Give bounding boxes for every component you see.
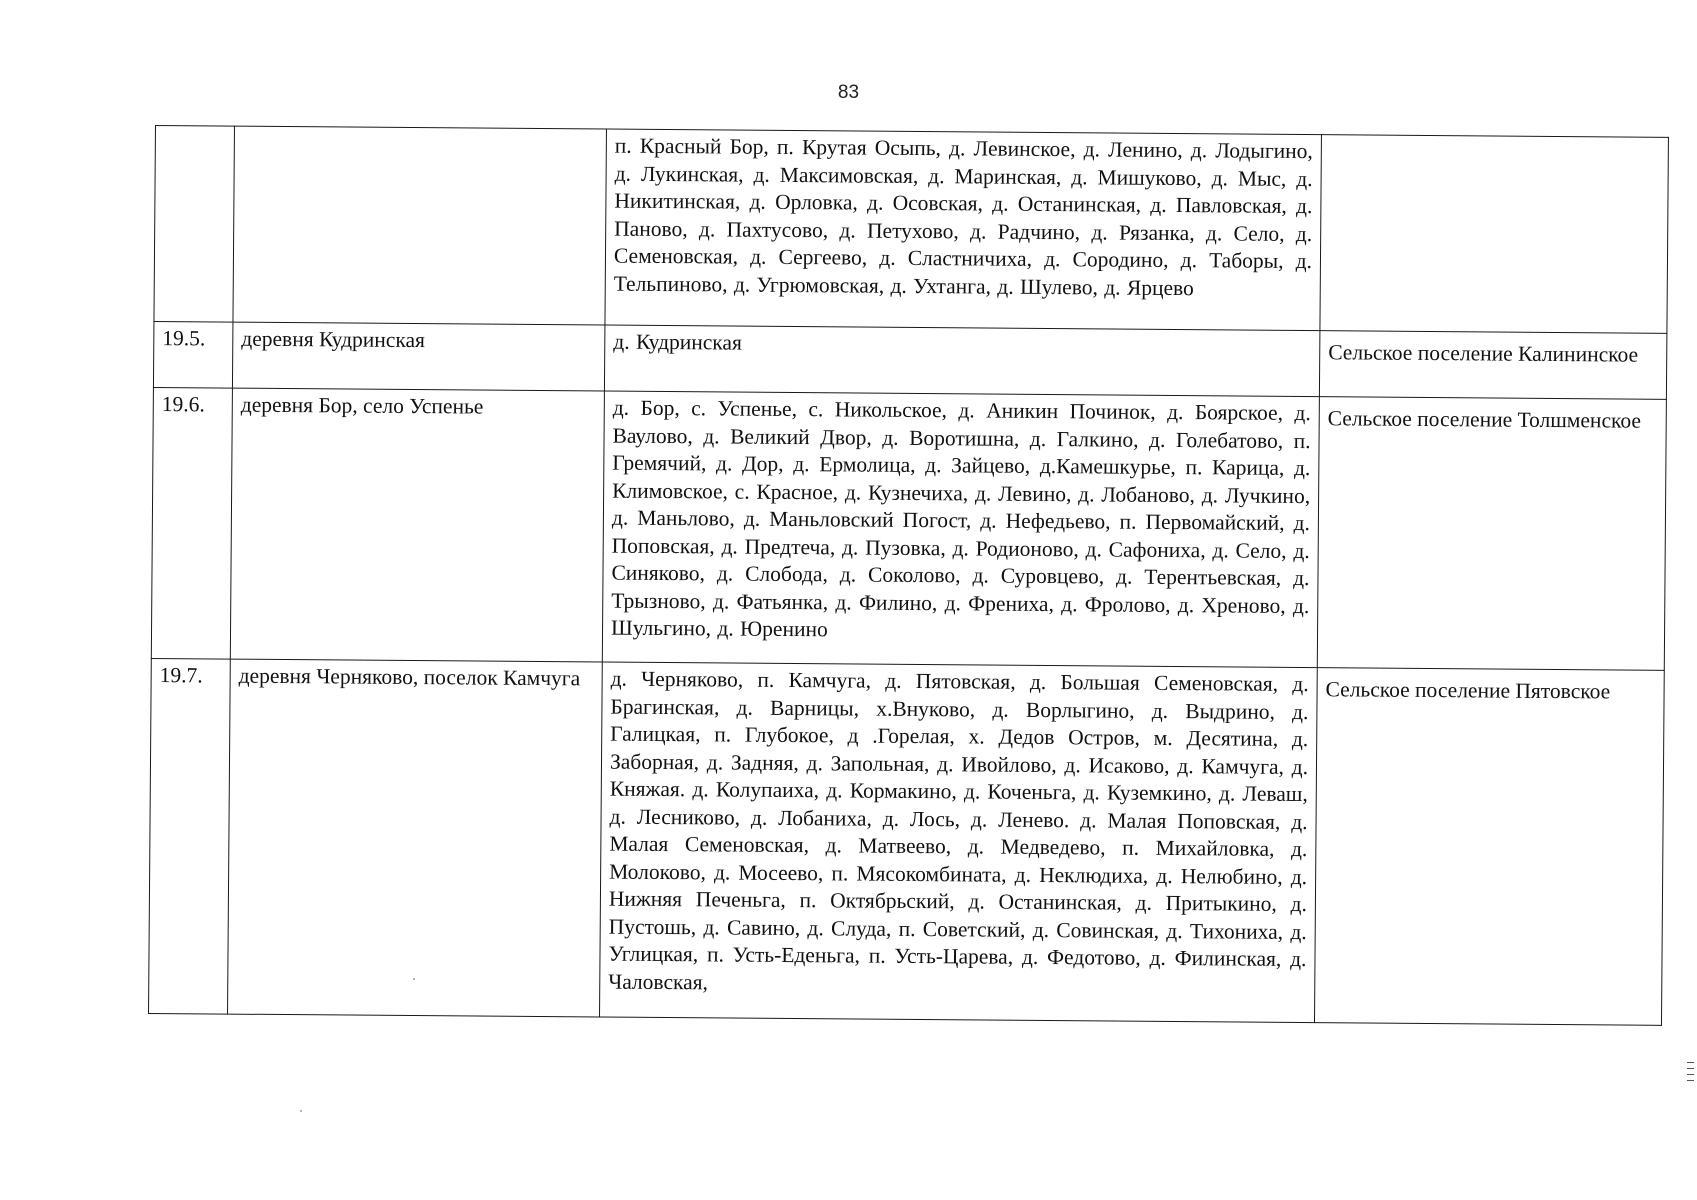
- row-number: [154, 126, 235, 323]
- admin-center: деревня Бор, село Успенье: [230, 388, 604, 662]
- municipality-name: [1320, 135, 1669, 334]
- crop-mark: [1687, 1074, 1694, 1075]
- admin-center: деревня Кудринская: [232, 322, 605, 391]
- crop-mark: [1687, 1080, 1694, 1081]
- admin-center: [233, 126, 607, 325]
- table-row: [149, 658, 1665, 1025]
- scan-speck: [300, 1110, 302, 1112]
- municipality-name: Сельское поселение Пятовское: [1314, 668, 1664, 1026]
- crop-mark: [1687, 1068, 1694, 1069]
- row-number: 19.7.: [149, 658, 231, 1014]
- municipality-name: Сельское поселение Калининское: [1319, 331, 1667, 400]
- settlements-table: [148, 125, 1669, 1026]
- row-number: 19.6.: [151, 387, 232, 659]
- municipality-name: Сельское поселение Толшменское: [1317, 397, 1666, 671]
- crop-mark: [1687, 1062, 1694, 1063]
- row-number: 19.5.: [153, 321, 233, 388]
- settlements-list: д. Бор, с. Успенье, с. Никольское, д. Аникин Починок, д. Боярское, д. Ваулово, д. Великий Двор, д. Воротишна, д. Галкино, д. Голебатово, п. Гремячий, д. Дор, д. Ермолица, д. Зайцево, д.Камешкурье, п. Карица, д. Климовское, с. Красное, д. Кузнечиха, д. Левино, д. Лобаново, д. Лучкино, д. Маньлово, д. Маньловский Погост, д. Нефедьево, п. Первомайский, д. Поповская, д. Предтеча, д. Пузовка, д. Родионово, д. Сафониха, д. Село, д. Синяково, д. Слобода, д. Соколово, д. Суровцево, д. Терентьевская, д. Трызново, д. Фатьянка, д. Филино, д. Френиха, д. Фролово, д. Хреново, д. Шульгино, д. Юренино: [602, 391, 1319, 668]
- settlements-list: д. Черняково, п. Камчуга, д. Пятовская, д. Большая Семеновская, д. Брагинская, д. Варницы, х.Внуково, д. Ворлыгино, д. Выдрино, д. Галицкая, п. Глубокое, д .Горелая, х. Дедов Остров, м. Десятина, д. Заборная, д. Задняя, д. Запольная, д. Ивойлово, д. Исаково, д. Камчуга, д. Княжая. д. Колупаиха, д. Кормакино, д. Коченьга, д. Куземкино, д. Леваш, д. Лесниково, д. Лобаниха, д. Лось, д. Ленево. д. Малая Поповская, д. Малая Семеновская, д. Матвеево, д. Медведево, п. Михайловка, д. Молоково, д. Мосеево, п. Мясокомбината, д. Неклюдиха, д. Нелюбино, д. Нижняя Печеньга, п. Октябрьский, д. Останинская, д. Притыкино, д. Пустошь, д. Савино, д. Слуда, п. Советский, д. Совинская, д. Тихониха, д. Углицкая, п. Усть-Еденьга, п. Усть-Царева, д. Федотово, д. Филинская, д. Чаловская,: [600, 662, 1318, 1023]
- page-number: 83: [837, 82, 860, 103]
- settlements-list: п. Красный Бор, п. Крутая Осыпь, д. Левинское, д. Ленино, д. Лодыгино, д. Лукинская, д. Максимовская, д. Маринская, д. Мишуково, д. Мыс, д. Никитинская, д. Орловка, д. Осовская, д. Останинская, д. Павловская, д. Паново, д. Пахтусово, д. Петухово, д. Радчино, д. Рязанка, д. Село, д. Семеновская, д. Сергеево, д. Сластничиха, д. Сородино, д. Таборы, д. Тельпиново, д. Угрюмовская, д. Ухтанга, д. Шулево, д. Ярцево: [605, 129, 1322, 331]
- scan-speck: [413, 978, 415, 980]
- table-row: [151, 387, 1666, 670]
- settlements-list: д. Кудринская: [604, 325, 1319, 397]
- table-row: [153, 321, 1666, 399]
- admin-center: деревня Черняково, поселок Камчуга: [228, 659, 603, 1017]
- table-row: [154, 126, 1668, 334]
